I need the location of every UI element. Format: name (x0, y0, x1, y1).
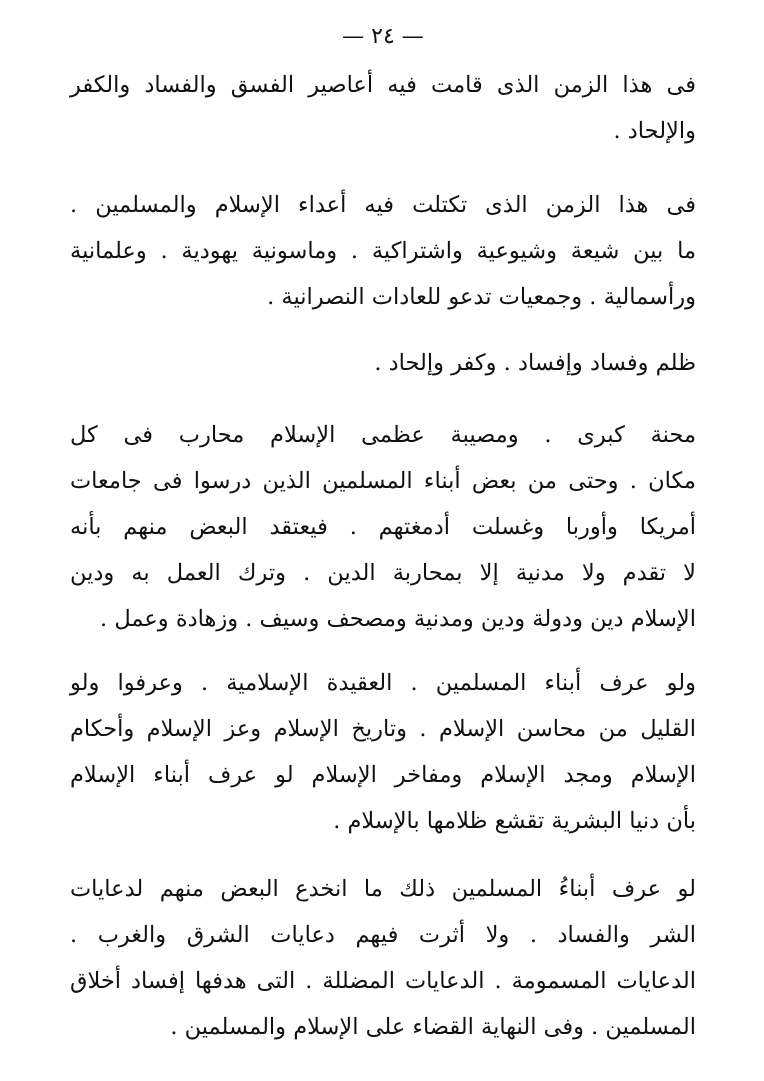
paragraph-1 (70, 62, 696, 154)
paragraph-line: المسلمين . وفى النهاية القضاء على الإسلام والمسلمين . (170, 1014, 696, 1040)
paragraph-line: الإسلام دين ودولة ودين ومدنية ومصحف وسيف . وزهادة وعمل . (100, 606, 696, 632)
paragraph-line: الدعايات المسمومة . الدعايات المضللة . التى هدفها إفساد أخلاق (70, 968, 696, 994)
paragraph-line: الشر والفساد . ولا أثرت فيهم دعايات الشرق والغرب . (70, 922, 696, 948)
paragraph-line: لو عرف أبناءُ المسلمين ذلك ما انخدع البعض منهم لدعايات (70, 876, 696, 902)
paragraph-line: لا تقدم ولا مدنية إلا بمحاربة الدين . وترك العمل به ودين (70, 560, 696, 586)
paragraph-line: فى هذا الزمن الذى تكتلت فيه أعداء الإسلام والمسلمين . (70, 192, 696, 218)
paragraph-4 (70, 412, 696, 642)
paragraph-line: أمريكا وأوربا وغسلت أدمغتهم . فيعتقد البعض منهم بأنه (70, 514, 696, 540)
paragraph-line: والإلحاد . (613, 118, 696, 144)
paragraph-6 (70, 866, 696, 1050)
paragraph-line: الإسلام ومجد الإسلام ومفاخر الإسلام لو عرف أبناء الإسلام (70, 762, 696, 788)
paragraph-line: بأن دنيا البشرية تقشع ظلامها بالإسلام . (333, 808, 696, 834)
paragraph-5 (70, 660, 696, 844)
paragraph-line: ما بين شيعة وشيوعية واشتراكية . وماسونية يهودية . وعلمانية (70, 238, 696, 264)
paragraph-line: ورأسمالية . وجمعيات تدعو للعادات النصرانية . (267, 284, 696, 310)
page-number: — ٢٤ — (342, 24, 424, 49)
paragraph-3 (70, 340, 696, 386)
paragraph-line: فى هذا الزمن الذى قامت فيه أعاصير الفسق والفساد والكفر (70, 72, 696, 98)
paragraph-line: مكان . وحتى من بعض أبناء المسلمين الذين درسوا فى جامعات (70, 468, 696, 494)
paragraph-line: محنة كبرى . ومصيبة عظمى الإسلام محارب فى كل (70, 422, 696, 448)
paragraph-2 (70, 182, 696, 320)
paragraph-line: القليل من محاسن الإسلام . وتاريخ الإسلام وعز الإسلام وأحكام (70, 716, 696, 742)
paragraph-line: ولو عرف أبناء المسلمين . العقيدة الإسلامية . وعرفوا ولو (70, 670, 696, 696)
paragraph-line: ظلم وفساد وإفساد . وكفر وإلحاد . (374, 350, 696, 376)
